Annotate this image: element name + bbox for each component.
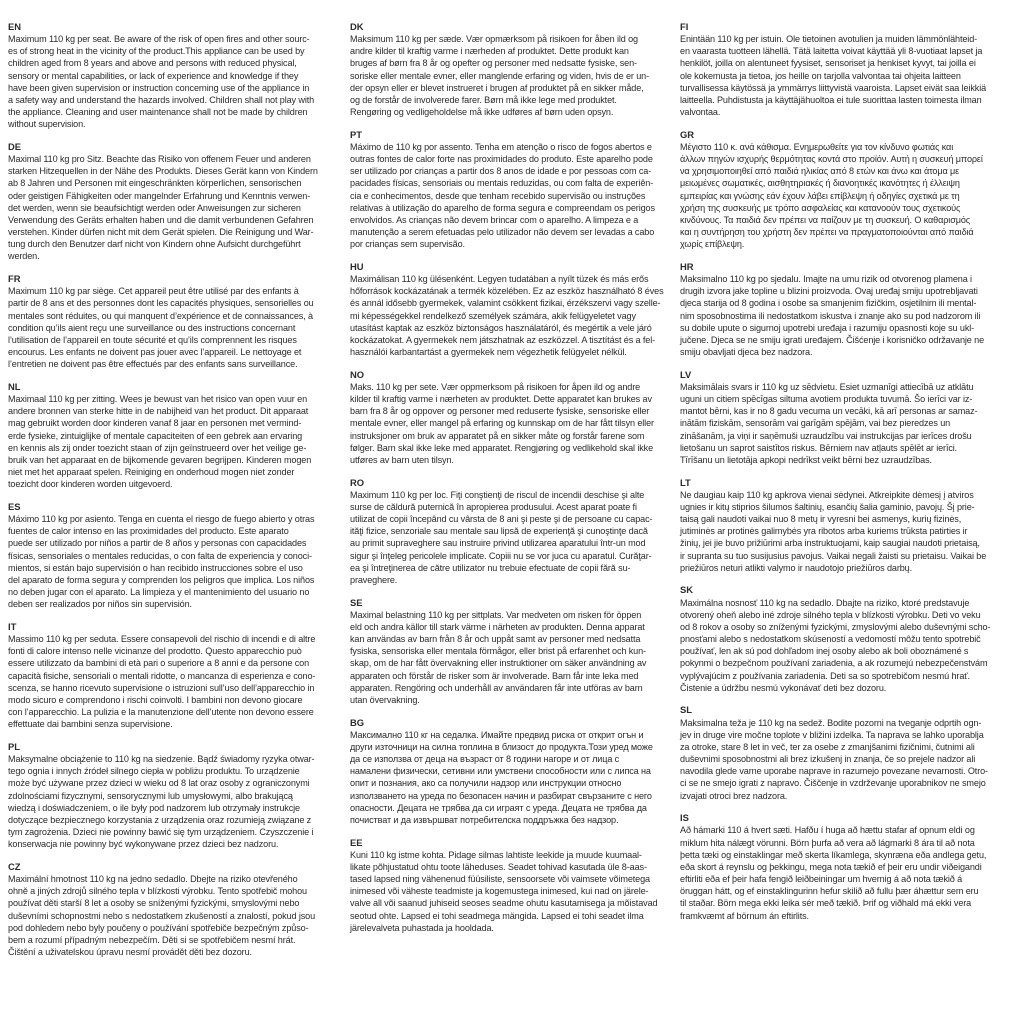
safety-text: Maksymalne obciążenie to 110 kg na siedzenie. Bądź świadomy ryzyka otwar- tego ognia i innych źródeł silnego ciepła w pobliżu produktu. To urządzenie może być używane przez dzieci w wieku od 8 lat oraz osoby z ograniczonymi zdolnościami fizycznymi, sensorycznymi lub umysłowymi, albo brakującą wiedzą i doświadczeniem, o ile były pod nadzorem lub otrzymały instrukcje dotyczące bezpiecznego korzystania z urządzenia oraz rozumieją związane z tym zagrożenia. Dzieci nie powinny bawić się tym urządzeniem. Czyszczenie i konserwacja nie powinny być wykonywane przez dzieci bez nadzoru. bbox=[8, 754, 315, 850]
safety-text: Максимално 110 кг на седалка. Имайте предвид риска от открит огън и други източници на силна топлина в близост до продукта.Този уред може да се използва от деца на възраст от 8 години нагоре и от лица с намалени физически, сетивни или умствени способности или с липса на опит и познания, ако са получили надзор или инструкции относно използването на уреда по безопасен начин и разбират свързаните с него опасности. Децата не трябва да си играят с уреда. Децата не трябва да почистват и да извършват потребителска поддръжка без надзор. bbox=[350, 729, 653, 825]
language-code: HR bbox=[680, 260, 694, 272]
section-lv bbox=[680, 369, 1016, 466]
language-code: DK bbox=[350, 21, 364, 32]
language-code: NL bbox=[8, 380, 21, 392]
safety-text: Maximálna nosnosť 110 kg na sedadlo. Dbajte na riziko, ktoré predstavuje otvorený oheň alebo iné zdroje silného tepla v blízkosti výrobku. Deti vo veku od 8 rokov a osoby so zníženými fyzickými, zmyslovými alebo duševnými scho- pnosťami alebo s nedostatkom skúseností a vedomostí môžu tento spotrebič používať, len ak sú pod dohľadom inej osoby alebo ak boli oboznámené s pokynmi o bezpečnom používaní zariadenia, a ak rozumejú nebezpečenstvám vyplývajúcim z používania zariadenia. Deti sa so spotrebičom nesmú hrať. Čistenie a údržbu nesmú vykonávať deti bez dozoru. bbox=[680, 597, 991, 693]
language-code: GR bbox=[680, 128, 695, 140]
safety-text: Maximum 110 kg par siège. Cet appareil peut être utilisé par des enfants à partir de 8 ans et des personnes dont les capacités physiques, sensorielles ou mentales sont réduites, ou qui manquent d’expérience et de connaissances, à condition qu’ils aient reçu une surveillance ou des instructions concernant l’utilisation de l’appareil en toute sécurité et qu’ils comprennent les risques encourus. Les enfants ne doivent pas jouer avec l’appareil. Le nettoyage et l’entretien ne doivent pas être effectués par des enfants sans surveillance. bbox=[8, 286, 314, 370]
safety-text: Maximálisan 110 kg ülésenként. Legyen tudatában a nyílt tüzek és más erős hőforrások kockázatának a termék közelében. Ez az eszköz használható 8 éves és annál idősebb gyermekek, valamint csökkent fizikai, érzékszervi vagy szelle- mi képességekkel rendelkező személyek számára, akik felügyeletet vagy utasítást kaptak az eszköz biztonságos használatáról, és megértik a vele járó kockázatokat. A gyermekek nem játszhatnak az eszközzel. A tisztítást és a fel- használói karbantartást a gyermekek nem végezhetik felügyelet nélkül. bbox=[350, 274, 664, 358]
language-code: EE bbox=[350, 836, 363, 848]
language-code: LT bbox=[680, 476, 691, 488]
section-se bbox=[350, 597, 686, 706]
safety-text: Maximální hmotnost 110 kg na jedno sedadlo. Dbejte na riziko otevřeného ohně a jiných zdrojů silného tepla v blízkosti výrobku. Tento spotřebič mohou používat děti starší 8 let a osoby se sníženými fyzickými, smyslovými nebo duševními schopnostmi nebo s nedostatkem zkušeností a znalostí, pokud jsou pod dohledem nebo byly poučeny o používání spotřebiče bezpečným způso- bem a rozumí případným nebezpečím. Děti si se spotřebičem nesmí hrát. Čištění a uživatelskou úpravu nesmí provádět děti bez dozoru. bbox=[8, 874, 316, 957]
column-1 bbox=[8, 21, 344, 969]
language-code: EN bbox=[8, 21, 22, 32]
language-code: NO bbox=[350, 368, 365, 380]
safety-text: Máximo 110 kg por asiento. Tenga en cuenta el riesgo de fuego abierto y otras fuentes de calor intenso en las proximidades del producto. Este aparato puede ser utilizado por niños a partir de 8 años y personas con capacidades físicas, sensoriales o mentales reducidas, o con falta de experiencia y conoci- mientos, si están bajo supervisión o han recibido instrucciones sobre el uso del aparato de forma segura y comprenden los peligros que implica. Los niños no deben jugar con el aparato. La limpieza y el mantenimiento del usuario no deben ser realizados por niños sin supervisión. bbox=[8, 514, 315, 610]
language-code: HU bbox=[350, 260, 364, 272]
safety-text: Maksimālais svars ir 110 kg uz sēdvietu. Esiet uzmanīgi attiecībā uz atklātu uguni un citiem spēcīgas siltuma avotiem produkta tuvumā. Šo ierīci var iz- mantot bērni, kas ir no 8 gadu vecuma un vecāki, kā arī personas ar samaz- inātām fiziskām, sensorām vai garīgām spējām, vai bez pieredzes un zināšanām, ja viņi ir saņēmuši uzraudzību vai instrukcijas par ierīces drošu lietošanu un saprot saistītos riskus. Bērniem nav atļauts spēlēt ar ierīci. Tīrīšanu un lietotāja apkopi nedrīkst veikt bērni bez uzraudzības. bbox=[680, 381, 978, 465]
section-hu bbox=[350, 261, 686, 358]
safety-text: Kuni 110 kg istme kohta. Pidage silmas lahtiste leekide ja muude kuumaal- likate põhjustatud ohtu toote läheduses. Seadet tohivad kasutada üle 8-aas- tased lapsed ning vähenenud füüsiliste, sensoorsete või vaimsete võimetega inimesed või väheste teadmiste ja kogemustega inimesed, kui nad on järele- valve all või saanud juhiseid seoses seadme ohutu kasutamisega ja mõistavad seotud ohte. Lapsed ei tohi seadmega mängida. Lapsed ei tohi seadet ilma järelevalveta puhastada ja hooldada. bbox=[350, 849, 658, 933]
section-gr bbox=[680, 129, 1016, 251]
section-sl bbox=[680, 704, 1016, 801]
section-ro bbox=[350, 477, 686, 586]
safety-text: Maximaal 110 kg per zitting. Wees je bewust van het risico van open vuur en andere bronnen van sterke hitte in de nabijheid van het product. Dit apparaat mag gebruikt worden door kinderen vanaf 8 jaar en personen met vermind- erde fysieke, zintuiglijke of mentale capaciteiten of een gebrek aan ervaring en kennis als zij onder toezicht staan of zijn geïnstrueerd over het veilige ge- bruik van het apparaat en de bijkomende gevaren begrijpen. Kinderen mogen niet met het apparaat spelen. Reiniging en onderhoud mogen niet zonder toezicht door kinderen worden uitgevoerd. bbox=[8, 394, 312, 490]
section-hr bbox=[680, 261, 1016, 358]
safety-text: Massimo 110 kg per seduta. Essere consapevoli del rischio di incendi e di altre fonti di calore intenso nelle vicinanze del prodotto. Questo apparecchio può essere utilizzato da bambini di età pari o superiore a 8 anni e da persone con capacità fisiche, sensoriali o mentali ridotte, o mancanza di esperienza e cono- scenza, se hanno ricevuto supervisione o istruzioni sull’uso dell’apparecchio in modo sicuro e comprendono i rischi coinvolti. I bambini non devono giocare con l’apparecchio. La pulizia e la manutenzione dell’utente non devono essere effettuate dai bambini senza supervisione. bbox=[8, 634, 316, 730]
safety-text: Maximal belastning 110 kg per sittplats. Var medveten om risken för öppen eld och andra källor till stark värme i närheten av produkten. Denna apparat kan användas av barn från 8 år och uppåt samt av personer med nedsatta fysiska, sensoriska eller mentala förmågor, eller brist på erfarenhet och kun- skap, om de har fått övervakning eller instruktioner om säker användning av apparaten och förstår de risker som är involverade. Barn får inte leka med apparaten. Rengöring och underhåll av användaren får inte utföras av barn utan övervakning. bbox=[350, 609, 647, 705]
safety-text: Maksimalna teža je 110 kg na sedež. Bodite pozorni na tveganje odprtih ogn- jev in druge vire močne toplote v bližini izdelka. Ta naprava se lahko uporablja za otroke, stare 8 let in več, ter za osebe z zmanjšanimi fizičnimi, čutnimi ali duševnimi sposobnostmi ali brez izkušenj in znanja, če so prejele nadzor ali navodila glede varne uporabe naprave in razumejo povezane nevarnosti. Otro- ci se ne smejo igrati z napravo. Čiščenje in vzdrževanje uporabnikov ne smejo izvajati otroci brez nadzora. bbox=[680, 717, 988, 801]
safety-text: Maks. 110 kg per sete. Vær oppmerksom på risikoen for åpen ild og andre kilder til kraftig varme i nærheten av produktet. Dette apparatet kan brukes av barn fra 8 år og oppover og personer med reduserte fysiske, sensoriske eller mentale evner, eller mangel på erfaring og kunnskap om de har fått tilsyn eller instruksjoner om bruk av apparatet på en sikker måte og forstår farene som følger. Barn skal ikke leke med apparatet. Rengjøring og vedlikehold skal ikke utføres av barn uten tilsyn. bbox=[350, 381, 654, 465]
language-code: CZ bbox=[8, 860, 21, 872]
section-fi bbox=[680, 21, 1016, 118]
safety-text: Maximal 110 kg pro Sitz. Beachte das Risiko von offenem Feuer und anderen starken Hitzequellen in der Nähe des Produkts. Dieses Gerät kann von Kindern ab 8 Jahren und Personen mit eingeschränkten körperlichen, sensorischen oder geistigen Fähigkeiten oder mangelnder Erfahrung und Kenntnis verwen- det werden, wenn sie beaufsichtigt werden oder Anweisungen zur sicheren Verwendung des Geräts erhalten haben und die damit verbundenen Gefahren verstehen. Kinder dürfen nicht mit dem Gerät spielen. Die Reinigung und War- tung durch den Benutzer darf nicht von Kindern ohne Aufsicht durchgeführt werden. bbox=[8, 154, 318, 262]
section-pt bbox=[350, 129, 686, 251]
safety-text: Maximum 110 kg per loc. Fiţi conştienţi de riscul de incendii deschise şi alte surse de căldură puternică în apropierea produsului. Acest aparat poate fi utilizat de copii începând cu vârsta de 8 ani şi peste şi de persoane cu capac- ităţi fizice, senzoriale sau mentale sau lipsă de experienţă şi cunoştinţe dacă au primit supraveghere sau instruire privind utilizarea aparatului într-un mod sigur şi înţeleg pericolele implicate. Copiii nu se vor juca cu aparatul. Curăţar- ea şi întreţinerea de către utilizator nu trebuie efectuate de copii fără su- praveghere. bbox=[350, 489, 653, 585]
column-2 bbox=[350, 21, 686, 944]
section-de bbox=[8, 141, 344, 263]
language-code: IS bbox=[680, 812, 689, 824]
language-code: PT bbox=[350, 128, 362, 140]
section-it bbox=[8, 621, 344, 730]
language-code: LV bbox=[680, 368, 692, 380]
section-no bbox=[350, 369, 686, 466]
section-pl bbox=[8, 741, 344, 850]
safety-text: Maksimalno 110 kg po sjedalu. Imajte na umu rizik od otvorenog plamena i drugih izvora jake topline u blizini proizvoda. Ovaj uređaj smiju upotrebljavati djeca starija od 8 godina i osobe sa smanjenim fizičkim, osjetilnim ili mental- nim sposobnostima ili nedostatkom iskustva i znanje ako su pod nadzorom ili su dobile upute o sigurnoj upotrebi uređaja i razumiju opasnosti koje su ukl- jučene. Djeca se ne smiju igrati uređajem. Čišćenje i korisničko održavanje ne smiju obavljati djeca bez nadzora. bbox=[680, 274, 985, 358]
safety-text: Maximum 110 kg per seat. Be aware of the risk of open fires and other sourc- es of strong heat in the vicinity of the product.This appliance can be used by children aged from 8 years and above and persons with reduced physical, sensory or mental capabilities, or lack of experience and knowledge if they have been given supervision or instruction concerning use of the appliance in a safety way and understand the hazards involved. Children shall not play with the appliance. Cleaning and user maintenance shall not be made by children without supervision. bbox=[8, 34, 315, 130]
section-nl bbox=[8, 381, 344, 490]
section-sk bbox=[680, 584, 1016, 693]
language-code: PL bbox=[8, 740, 20, 752]
language-code: FI bbox=[680, 21, 689, 32]
safety-text: Enintään 110 kg per istuin. Ole tietoinen avotulien ja muiden lämmönlähteid- en vaarasta tuotteen lähellä. Tätä laitetta voivat käyttää yli 8-vuotiaat lapset ja henkilöt, joilla on alentuneet fyysiset, sensoriset ja henkiset kyvyt, tai joilla ei ole kokemusta ja tietoa, jos heille on tarjolla valvontaa tai ohjeita laitteen turvallisessa käytössä ja ymmärrys liittyvistä vaaroista. Lapset eivät saa leikkiä laitteella. Puhdistusta ja käyttäjähuoltoa ei tule suorittaa lasten toimesta ilman valvontaa. bbox=[680, 34, 987, 118]
language-code: DE bbox=[8, 140, 22, 152]
section-cz bbox=[8, 861, 344, 958]
section-is bbox=[680, 812, 1016, 921]
language-code: IT bbox=[8, 620, 17, 632]
column-3 bbox=[680, 21, 1016, 932]
section-bg bbox=[350, 717, 686, 826]
safety-text: Að hámarki 110 á hvert sæti. Hafðu í huga að hættu stafar af opnum eldi og miklum hita nálægt vörunni. Börn þurfa að vera að lágmarki 8 ára til að nota þetta tæki og einstaklingar með skerta líkamlega, skynræna eða andlega getu, eða skort á reynslu og þekkingu, mega nota tækið ef þeir eru undir viðeigandi eftirliti eða ef þeir hafa fengið leiðbeiningar um hvernig á að nota tækið á öruggan hátt, og ef einstaklingurinn hefur skilið að fullu þær áhættur sem eru til staðar. Börn mega ekki leika sér með tækið. Þrif og viðhald má ekki vera framkvæmt af börnum án eftirlits. bbox=[680, 825, 987, 921]
section-ee bbox=[350, 837, 686, 934]
safety-text: Maksimum 110 kg per sæde. Vær opmærksom på risikoen for åben ild og andre kilder til kraftig varme i nærheden af produktet. Dette produkt kan bruges af børn fra 8 år og opefter og personer med nedsatte fysiske, sen- soriske eller mentale evner, eller manglende erfaring og viden, hvis de er un- der opsyn eller er blevet instrueret i brugen af produktet på en sikker måde, og de forstår de involverede farer. Børn må ikke lege med produktet. Rengøring og vedligeholdelse må ikke udføres af børn uden opsyn. bbox=[350, 34, 649, 118]
language-code: FR bbox=[8, 273, 21, 285]
language-code: ES bbox=[8, 500, 21, 512]
section-fr bbox=[8, 273, 344, 370]
language-code: SE bbox=[350, 596, 363, 608]
section-es bbox=[8, 501, 344, 610]
language-code: SK bbox=[680, 584, 694, 596]
section-lt bbox=[680, 477, 1016, 574]
section-dk bbox=[350, 21, 686, 118]
safety-text: Μέγιστο 110 κ. ανά κάθισμα. Ενημερωθείτε για τον κίνδυνο φωτιάς και άλλων πηγών ισχυρής θερμότητας κοντά στο προϊόν. Αυτή η συσκευή μπορεί να χρησιμοποιηθεί από παιδιά ηλικίας από 8 ετών και άνω και άτομα με μειωμένες σωματικές, αισθητηριακές ή διανοητικές ικανότητες ή έλλειψη εμπειρίας και γνώσης εάν έχουν λάβει επίβλεψη ή οδηγίες σχετικά με τη χρήση της συσκευής με τρόπο ασφαλείας και κατανοούν τους σχετικούς κινδύνους. Τα παιδιά δεν πρέπει να παίζουν με τη συσκευή. Ο καθαρισμός και η συντήρηση του χρήστη δεν πρέπει να πραγματοποιούνται από παιδιά χωρίς επίβλεψη. bbox=[680, 141, 983, 250]
language-code: RO bbox=[350, 476, 365, 488]
safety-text: Máximo de 110 kg por assento. Tenha em atenção o risco de fogos abertos e outras fontes de calor forte nas proximidades do produto. Este aparelho pode ser utilizado por crianças a partir dos 8 anos de idade e por pessoas com ca- pacidades físicas, sensoriais ou mentais reduzidas, ou com falta de experiên- cia e conhecimentos, desde que tenham recebido supervisão ou instruções relativas à utilização do aparelho de forma segura e compreendam os perigos envolvidos. As crianças não devem brincar com o aparelho. A limpeza e a manutenção a serem efetuadas pelo utilizador não devem ser levadas a cabo por crianças sem supervisão. bbox=[350, 141, 655, 250]
safety-text: Ne daugiau kaip 110 kg apkrova vienai sėdynei. Atkreipkite dėmesį į atviros ugnies ir kitų stiprios šilumos šaltinių, esančių šalia gaminio, pavojų. Šį prie- taisą gali naudoti vaikai nuo 8 metų ir vyresni bei asmenys, kurių fizinės, jutiminės ar protinės galimybės yra ribotos arba kuriems trūksta patirties ir žinių, jei jie buvo prižiūrimi arba instruktuojami, kaip saugiai naudoti prietaisą, ir supranta su tuo susijusius pavojus. Vaikai negali žaisti su prietaisu. Vaikai be priežiūros neturi atlikti valymo ir naudotojo priežiūros darbų. bbox=[680, 489, 987, 573]
language-code: SL bbox=[680, 704, 692, 716]
language-code: BG bbox=[350, 716, 365, 728]
section-en bbox=[8, 21, 344, 130]
